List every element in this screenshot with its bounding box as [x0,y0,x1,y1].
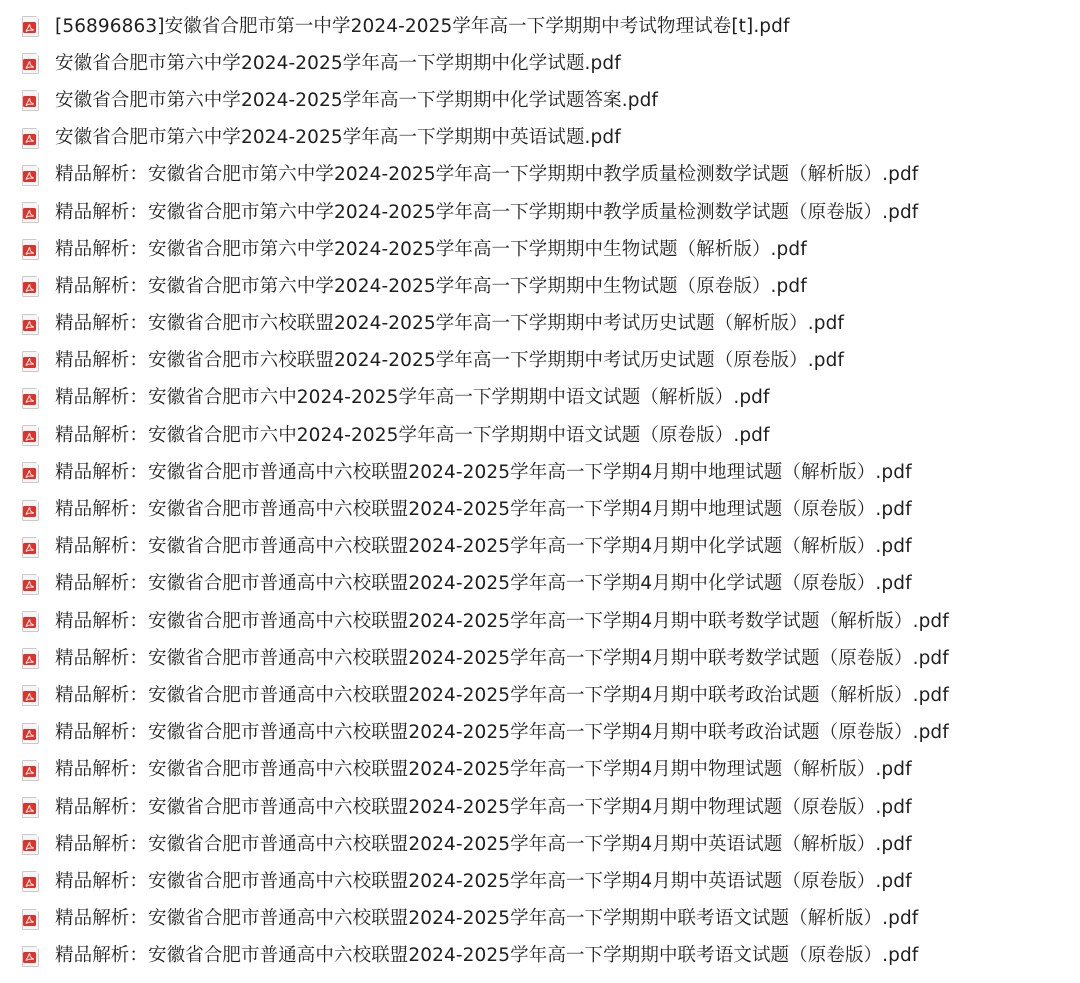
file-list-item[interactable] [0,938,1080,975]
file-name: 安徽省合肥市第六中学2024-2025学年高一下学期期中英语试题.pdf [55,127,621,149]
file-list-item[interactable] [0,45,1080,82]
pdf-file-icon [22,648,39,669]
file-list-item[interactable] [0,640,1080,677]
file-list-item[interactable] [0,529,1080,566]
pdf-file-icon [22,128,39,149]
file-list-item[interactable] [0,491,1080,528]
file-name: 精品解析：安徽省合肥市六校联盟2024-2025学年高一下学期期中考试历史试题（解析版）.pdf [55,313,845,335]
file-list-item[interactable] [0,268,1080,305]
file-name: 精品解析：安徽省合肥市普通高中六校联盟2024-2025学年高一下学期4月期中物理试题（原卷版）.pdf [55,796,912,818]
pdf-file-icon [22,53,39,74]
file-name: [56896863]安徽省合肥市第一中学2024-2025学年高一下学期期中考试物理试卷[t].pdf [55,15,790,37]
file-list-item[interactable] [0,863,1080,900]
file-list-item[interactable] [0,826,1080,863]
file-list-item[interactable] [0,82,1080,119]
pdf-file-icon [22,946,39,967]
file-list-item[interactable] [0,789,1080,826]
file-list-item[interactable] [0,8,1080,45]
file-name: 精品解析：安徽省合肥市六中2024-2025学年高一下学期期中语文试题（原卷版）.pdf [55,424,770,446]
file-name: 精品解析：安徽省合肥市普通高中六校联盟2024-2025学年高一下学期4月期中联考数学试题（解析版）.pdf [55,610,949,632]
file-list-item[interactable] [0,120,1080,157]
pdf-file-icon [22,760,39,781]
file-name: 精品解析：安徽省合肥市普通高中六校联盟2024-2025学年高一下学期4月期中联考数学试题（原卷版）.pdf [55,647,949,669]
file-list [0,8,1080,975]
file-list-item[interactable] [0,343,1080,380]
pdf-file-icon [22,90,39,111]
file-name: 精品解析：安徽省合肥市普通高中六校联盟2024-2025学年高一下学期4月期中化学试题（解析版）.pdf [55,536,912,558]
pdf-file-icon [22,239,39,260]
file-name: 精品解析：安徽省合肥市普通高中六校联盟2024-2025学年高一下学期4月期中英语试题（解析版）.pdf [55,833,912,855]
file-list-item[interactable] [0,380,1080,417]
file-list-item[interactable] [0,194,1080,231]
pdf-file-icon [22,276,39,297]
pdf-file-icon [22,797,39,818]
pdf-file-icon [22,425,39,446]
pdf-file-icon [22,834,39,855]
pdf-file-icon [22,537,39,558]
file-list-item[interactable] [0,306,1080,343]
file-list-item[interactable] [0,157,1080,194]
pdf-file-icon [22,871,39,892]
pdf-file-icon [22,685,39,706]
pdf-file-icon [22,723,39,744]
file-name: 安徽省合肥市第六中学2024-2025学年高一下学期期中化学试题答案.pdf [55,89,659,111]
file-name: 精品解析：安徽省合肥市普通高中六校联盟2024-2025学年高一下学期期中联考语文试题（原卷版）.pdf [55,945,919,967]
file-list-item[interactable] [0,417,1080,454]
pdf-file-icon [22,202,39,223]
pdf-file-icon [22,16,39,37]
file-name: 精品解析：安徽省合肥市第六中学2024-2025学年高一下学期期中教学质量检测数学试题（原卷版）.pdf [55,201,919,223]
file-list-item[interactable] [0,901,1080,938]
pdf-file-icon [22,165,39,186]
file-list-item[interactable] [0,231,1080,268]
pdf-file-icon [22,500,39,521]
file-list-item[interactable] [0,715,1080,752]
file-name: 精品解析：安徽省合肥市普通高中六校联盟2024-2025学年高一下学期期中联考语文试题（解析版）.pdf [55,908,919,930]
pdf-file-icon [22,351,39,372]
file-name: 精品解析：安徽省合肥市普通高中六校联盟2024-2025学年高一下学期4月期中联考政治试题（解析版）.pdf [55,684,949,706]
file-name: 安徽省合肥市第六中学2024-2025学年高一下学期期中化学试题.pdf [55,52,621,74]
file-name: 精品解析：安徽省合肥市普通高中六校联盟2024-2025学年高一下学期4月期中地理试题（解析版）.pdf [55,461,912,483]
file-list-item[interactable] [0,566,1080,603]
file-name: 精品解析：安徽省合肥市六校联盟2024-2025学年高一下学期期中考试历史试题（原卷版）.pdf [55,350,845,372]
pdf-file-icon [22,388,39,409]
pdf-file-icon [22,909,39,930]
file-name: 精品解析：安徽省合肥市第六中学2024-2025学年高一下学期期中教学质量检测数学试题（解析版）.pdf [55,164,919,186]
file-list-item[interactable] [0,454,1080,491]
file-list-item[interactable] [0,752,1080,789]
file-name: 精品解析：安徽省合肥市普通高中六校联盟2024-2025学年高一下学期4月期中物理试题（解析版）.pdf [55,759,912,781]
pdf-file-icon [22,462,39,483]
file-name: 精品解析：安徽省合肥市第六中学2024-2025学年高一下学期期中生物试题（原卷版）.pdf [55,275,807,297]
file-name: 精品解析：安徽省合肥市六中2024-2025学年高一下学期期中语文试题（解析版）.pdf [55,387,770,409]
file-name: 精品解析：安徽省合肥市普通高中六校联盟2024-2025学年高一下学期4月期中化学试题（原卷版）.pdf [55,573,912,595]
pdf-file-icon [22,574,39,595]
file-name: 精品解析：安徽省合肥市普通高中六校联盟2024-2025学年高一下学期4月期中英语试题（原卷版）.pdf [55,870,912,892]
file-name: 精品解析：安徽省合肥市普通高中六校联盟2024-2025学年高一下学期4月期中联考政治试题（原卷版）.pdf [55,722,949,744]
file-name: 精品解析：安徽省合肥市第六中学2024-2025学年高一下学期期中生物试题（解析版）.pdf [55,238,807,260]
pdf-file-icon [22,611,39,632]
pdf-file-icon [22,314,39,335]
file-list-item[interactable] [0,603,1080,640]
file-list-item[interactable] [0,677,1080,714]
file-name: 精品解析：安徽省合肥市普通高中六校联盟2024-2025学年高一下学期4月期中地理试题（原卷版）.pdf [55,499,912,521]
